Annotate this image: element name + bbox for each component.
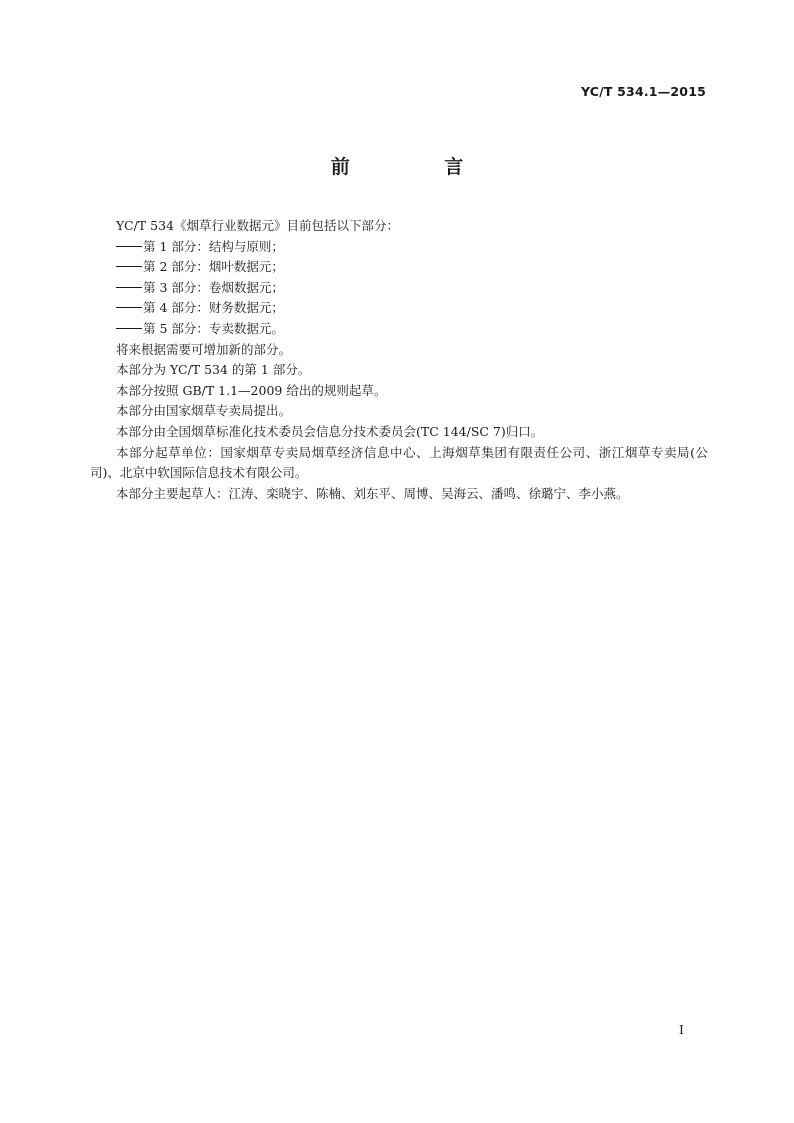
drafting-units-paragraph: 本部分起草单位：国家烟草专卖局烟草经济信息中心、上海烟草集团有限责任公司、浙江烟草专卖局(公司)、北京中软国际信息技术有限公司。 <box>90 444 708 481</box>
intro-paragraph: YC/T 534《烟草行业数据元》目前包括以下部分： <box>116 218 399 233</box>
dash-marker <box>116 266 142 267</box>
future-parts-paragraph: 将来根据需要可增加新的部分。 <box>116 341 292 357</box>
part-list-item <box>90 319 708 340</box>
part-label: 第 4 部分：财务数据元； <box>143 300 284 316</box>
foreword-body <box>90 216 708 504</box>
part-number-paragraph: 本部分为 YC/T 534 的第 1 部分。 <box>116 362 311 378</box>
drafters-paragraph: 本部分主要起草人：江涛、栾晓宇、陈楠、刘东平、周博、吴海云、潘鸣、徐璐宁、李小燕。 <box>116 485 629 501</box>
dash-marker <box>116 328 142 329</box>
part-label: 第 3 部分：卷烟数据元； <box>143 279 284 295</box>
page-number: I <box>679 1022 684 1037</box>
document-code: YC/T 534.1—2015 <box>580 84 706 99</box>
dash-marker <box>116 287 142 288</box>
page-title: 前 言 <box>330 156 508 178</box>
dash-marker <box>116 246 142 247</box>
drafting-rules-paragraph: 本部分按照 GB/T 1.1—2009 给出的规则起草。 <box>116 382 387 398</box>
part-list-item <box>90 257 708 278</box>
dash-marker <box>116 307 142 308</box>
committee-paragraph: 本部分由全国烟草标准化技术委员会信息分技术委员会(TC 144/SC 7)归口。 <box>116 423 544 439</box>
proposer-paragraph: 本部分由国家烟草专卖局提出。 <box>116 403 292 419</box>
part-list-item <box>90 237 708 258</box>
part-label: 第 2 部分：烟叶数据元； <box>143 259 284 275</box>
part-list-item <box>90 278 708 299</box>
part-label: 第 5 部分：专卖数据元。 <box>143 320 284 336</box>
part-label: 第 1 部分：结构与原则； <box>143 238 284 254</box>
part-list-item <box>90 298 708 319</box>
